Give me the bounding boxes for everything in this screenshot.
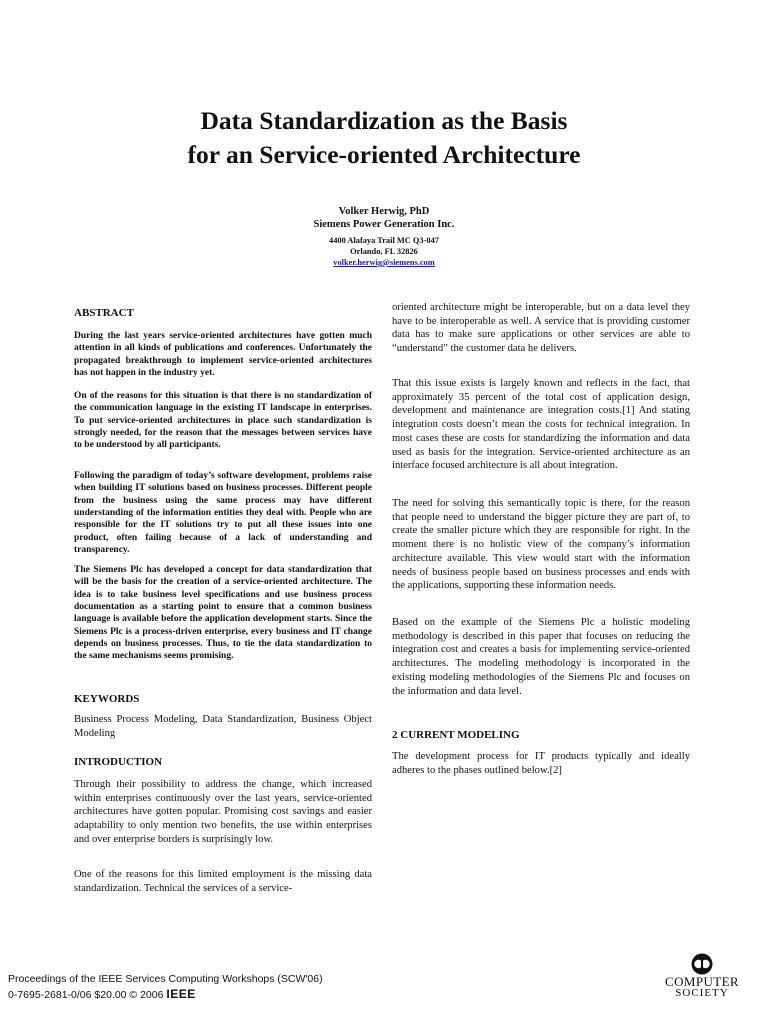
abstract-paragraph-3: Following the paradigm of today’s software development, problems raise when building IT solutions based on business processes. Different people from the business using the same process may have different understanding of the information entities they deal with. People who are responsible for the IT solutions try to put all these issues into one product, often failing because of a lack of understanding and transparency. bbox=[74, 471, 372, 556]
footer-line-2 bbox=[8, 987, 323, 1003]
logo-society-text: SOCIETY bbox=[675, 987, 729, 999]
title-line-2: for an Service-oriented Architecture bbox=[187, 140, 581, 169]
body-paragraph-1: oriented architecture might be interoperable, but on a data level they have to be interoperable as well. A service that is providing customer data has to make sure applications or other services are able to “understand” the customer data he delivers. bbox=[392, 302, 690, 355]
ieee-wordmark: IEEE bbox=[166, 987, 196, 1001]
abstract-heading: ABSTRACT bbox=[74, 307, 134, 319]
abstract-paragraph-1: During the last years service-oriented architectures have gotten much attention in all kinds of publications and conferences. Unfortunately the propagated breakthrough to implement service-oriented architectures has not happen in the industry yet. bbox=[74, 331, 372, 379]
title-line-1: Data Standardization as the Basis bbox=[200, 106, 568, 135]
body-paragraph-3: The need for solving this semantically topic is there, for the reason that people need to understand the bigger picture they are part of, to create the smaller picture which they are responsible for right. In the moment there is no holistic view of the company’s information architecture available. This view would start with the information needs of business people based on business processes and ends with the applications, supporting these information needs. bbox=[392, 498, 690, 592]
keywords-heading: KEYWORDS bbox=[74, 693, 140, 705]
section-2-paragraph: The development process for IT products typically and ideally adheres to the phases outlined below.[2] bbox=[392, 751, 690, 776]
introduction-heading: INTRODUCTION bbox=[74, 756, 163, 768]
author-address-line-1: 4400 Alafaya Trail MC Q3-047 bbox=[329, 236, 439, 245]
introduction-paragraph-2: One of the reasons for this limited employment is the missing data standardization. Technical the services of a service- bbox=[74, 869, 372, 894]
paper-title bbox=[0, 104, 768, 172]
footer-proceedings bbox=[8, 972, 323, 1003]
computer-society-emblem-icon bbox=[689, 952, 715, 976]
abstract-paragraph-2: On of the reasons for this situation is that there is no standardization of the communication language in the existing IT landscape in enterprises. To put service-oriented architectures in place such standardization is strongly needed, for the reason that the messages between services have to be understood by all participants. bbox=[74, 391, 372, 451]
introduction-paragraph-1: Through their possibility to address the change, which increased within enterprises continuously over the last years, service-oriented architectures have gotten popular. Promising cost savings and easier adaptability to only mention two benefits, the use within enterprises and over enterprise borders is surprisingly low. bbox=[74, 779, 372, 845]
body-paragraph-2: That this issue exists is largely known and reflects in the fact, that approximately 35 percent of the total cost of application design, development and maintenance are integration costs.[1] And stating integration costs doesn’t mean the costs for technical integration. In most cases these are costs for standardizing the information and data used as basis for the integration. Service-oriented architecture as an interface focused architecture is all about integration. bbox=[392, 378, 690, 472]
footer-copyright: 0-7695-2681-0/06 $20.00 © 2006 bbox=[8, 989, 164, 1001]
author-block bbox=[0, 205, 768, 268]
abstract-paragraph-4: The Siemens Plc has developed a concept for data standardization that will be the basis for the creation of a service-oriented architecture. The idea is to take business level specifications and use business process documentation as a starting point to ensure that a common business language is available before the application development starts. Since the Siemens Plc is a process-driven enterprise, every business and IT change depends on business processes. Thus, to tie the data standardization to the same mechanisms seems promising. bbox=[74, 565, 372, 662]
section-2-heading: 2 CURRENT MODELING bbox=[392, 729, 520, 741]
author-email-link[interactable]: volker.herwig@siemens.com bbox=[333, 258, 435, 267]
author-organization: Siemens Power Generation Inc. bbox=[313, 219, 455, 230]
body-paragraph-4: Based on the example of the Siemens Plc a holistic modeling methodology is described in this paper that focuses on reducing the integration cost and creates a basis for implementing service-oriented architectures. The modeling methodology is incorporated in the existing modeling methodologies of the Siemens Plc and focuses on the information and data level. bbox=[392, 617, 690, 697]
computer-society-logo bbox=[660, 952, 744, 1000]
footer-line-1: Proceedings of the IEEE Services Computing Workshops (SCW'06) bbox=[8, 973, 323, 985]
logo-computer-text: COMPUTER bbox=[665, 974, 739, 989]
keywords-text: Business Process Modeling, Data Standardization, Business Object Modeling bbox=[74, 714, 372, 739]
author-name: Volker Herwig, PhD bbox=[338, 206, 430, 217]
author-address-line-2: Orlando, FL 32826 bbox=[350, 247, 418, 256]
